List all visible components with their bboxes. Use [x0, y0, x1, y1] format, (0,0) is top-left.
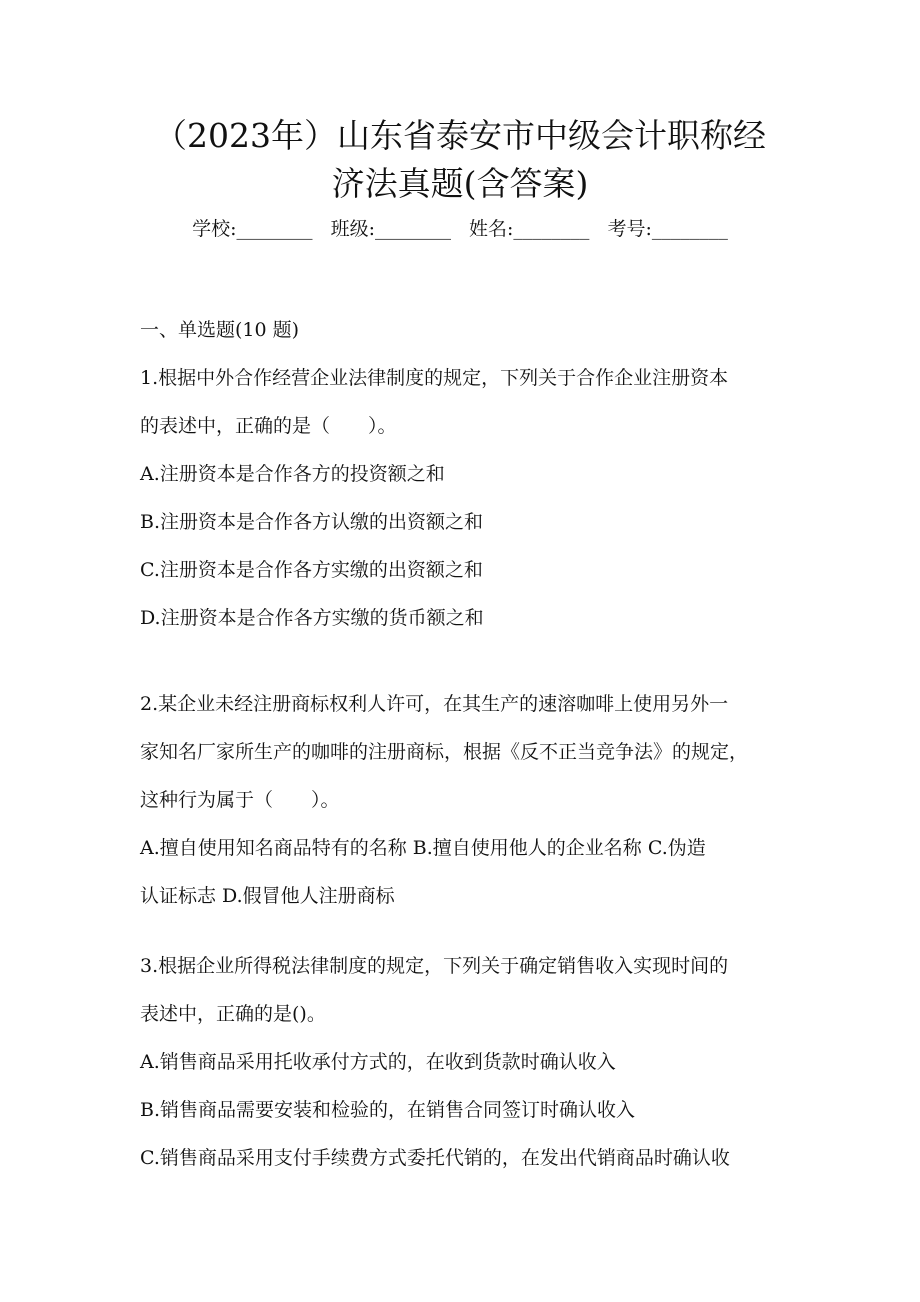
- question-3-option-c: C.销售商品采用支付手续费方式委托代销的，在发出代销商品时确认收: [140, 1147, 730, 1169]
- question-3: [140, 942, 785, 1182]
- question-3-option-a: A.销售商品采用托收承付方式的，在收到货款时确认收入: [140, 1051, 616, 1073]
- question-spacer: [140, 642, 785, 680]
- question-1-option-b: B.注册资本是合作各方认缴的出资额之和: [140, 511, 484, 533]
- section-heading: 一、单选题(10 题): [140, 319, 300, 341]
- name-field: 姓名:________: [469, 218, 590, 240]
- question-3-option-b: B.销售商品需要安装和检验的，在销售合同签订时确认收入: [140, 1099, 636, 1121]
- question-1-option-d: D.注册资本是合作各方实缴的货币额之和: [140, 607, 484, 629]
- question-3-stem-line-2: 表述中，正确的是()。: [140, 1003, 326, 1025]
- exam-number-field: 考号:________: [607, 218, 728, 240]
- document-title: [100, 112, 820, 208]
- school-field: 学校:________: [192, 218, 313, 240]
- question-2-options-line-1: A.擅自使用知名商品特有的名称 B.擅自使用他人的企业名称 C.伪造: [140, 837, 706, 859]
- question-3-stem-line-1: 3.根据企业所得税法律制度的规定，下列关于确定销售收入实现时间的: [140, 955, 729, 977]
- question-2-stem-line-1: 2.某企业未经注册商标权利人许可，在其生产的速溶咖啡上使用另外一: [140, 693, 729, 715]
- title-line-1: （2023年）山东省泰安市中级会计职称经: [154, 116, 766, 155]
- question-body: [140, 310, 785, 1182]
- question-1-stem-line-1: 1.根据中外合作经营企业法律制度的规定，下列关于合作企业注册资本: [140, 367, 729, 389]
- title-line-2: 济法真题(含答案): [331, 164, 589, 203]
- question-1-option-c: C.注册资本是合作各方实缴的出资额之和: [140, 559, 483, 581]
- question-2: [140, 680, 785, 920]
- question-1-stem-line-2: 的表述中，正确的是（ ）。: [140, 415, 397, 437]
- question-2-options-line-2: 认证标志 D.假冒他人注册商标: [140, 885, 395, 907]
- class-field: 班级:________: [330, 218, 451, 240]
- question-spacer: [140, 920, 785, 942]
- student-info-line: [0, 213, 920, 245]
- question-1-option-a: A.注册资本是合作各方的投资额之和: [140, 463, 445, 485]
- question-1: [140, 354, 785, 642]
- question-2-stem-line-3: 这种行为属于（ ）。: [140, 789, 340, 811]
- question-2-stem-line-2: 家知名厂家所生产的咖啡的注册商标，根据《反不正当竞争法》的规定，: [140, 741, 749, 763]
